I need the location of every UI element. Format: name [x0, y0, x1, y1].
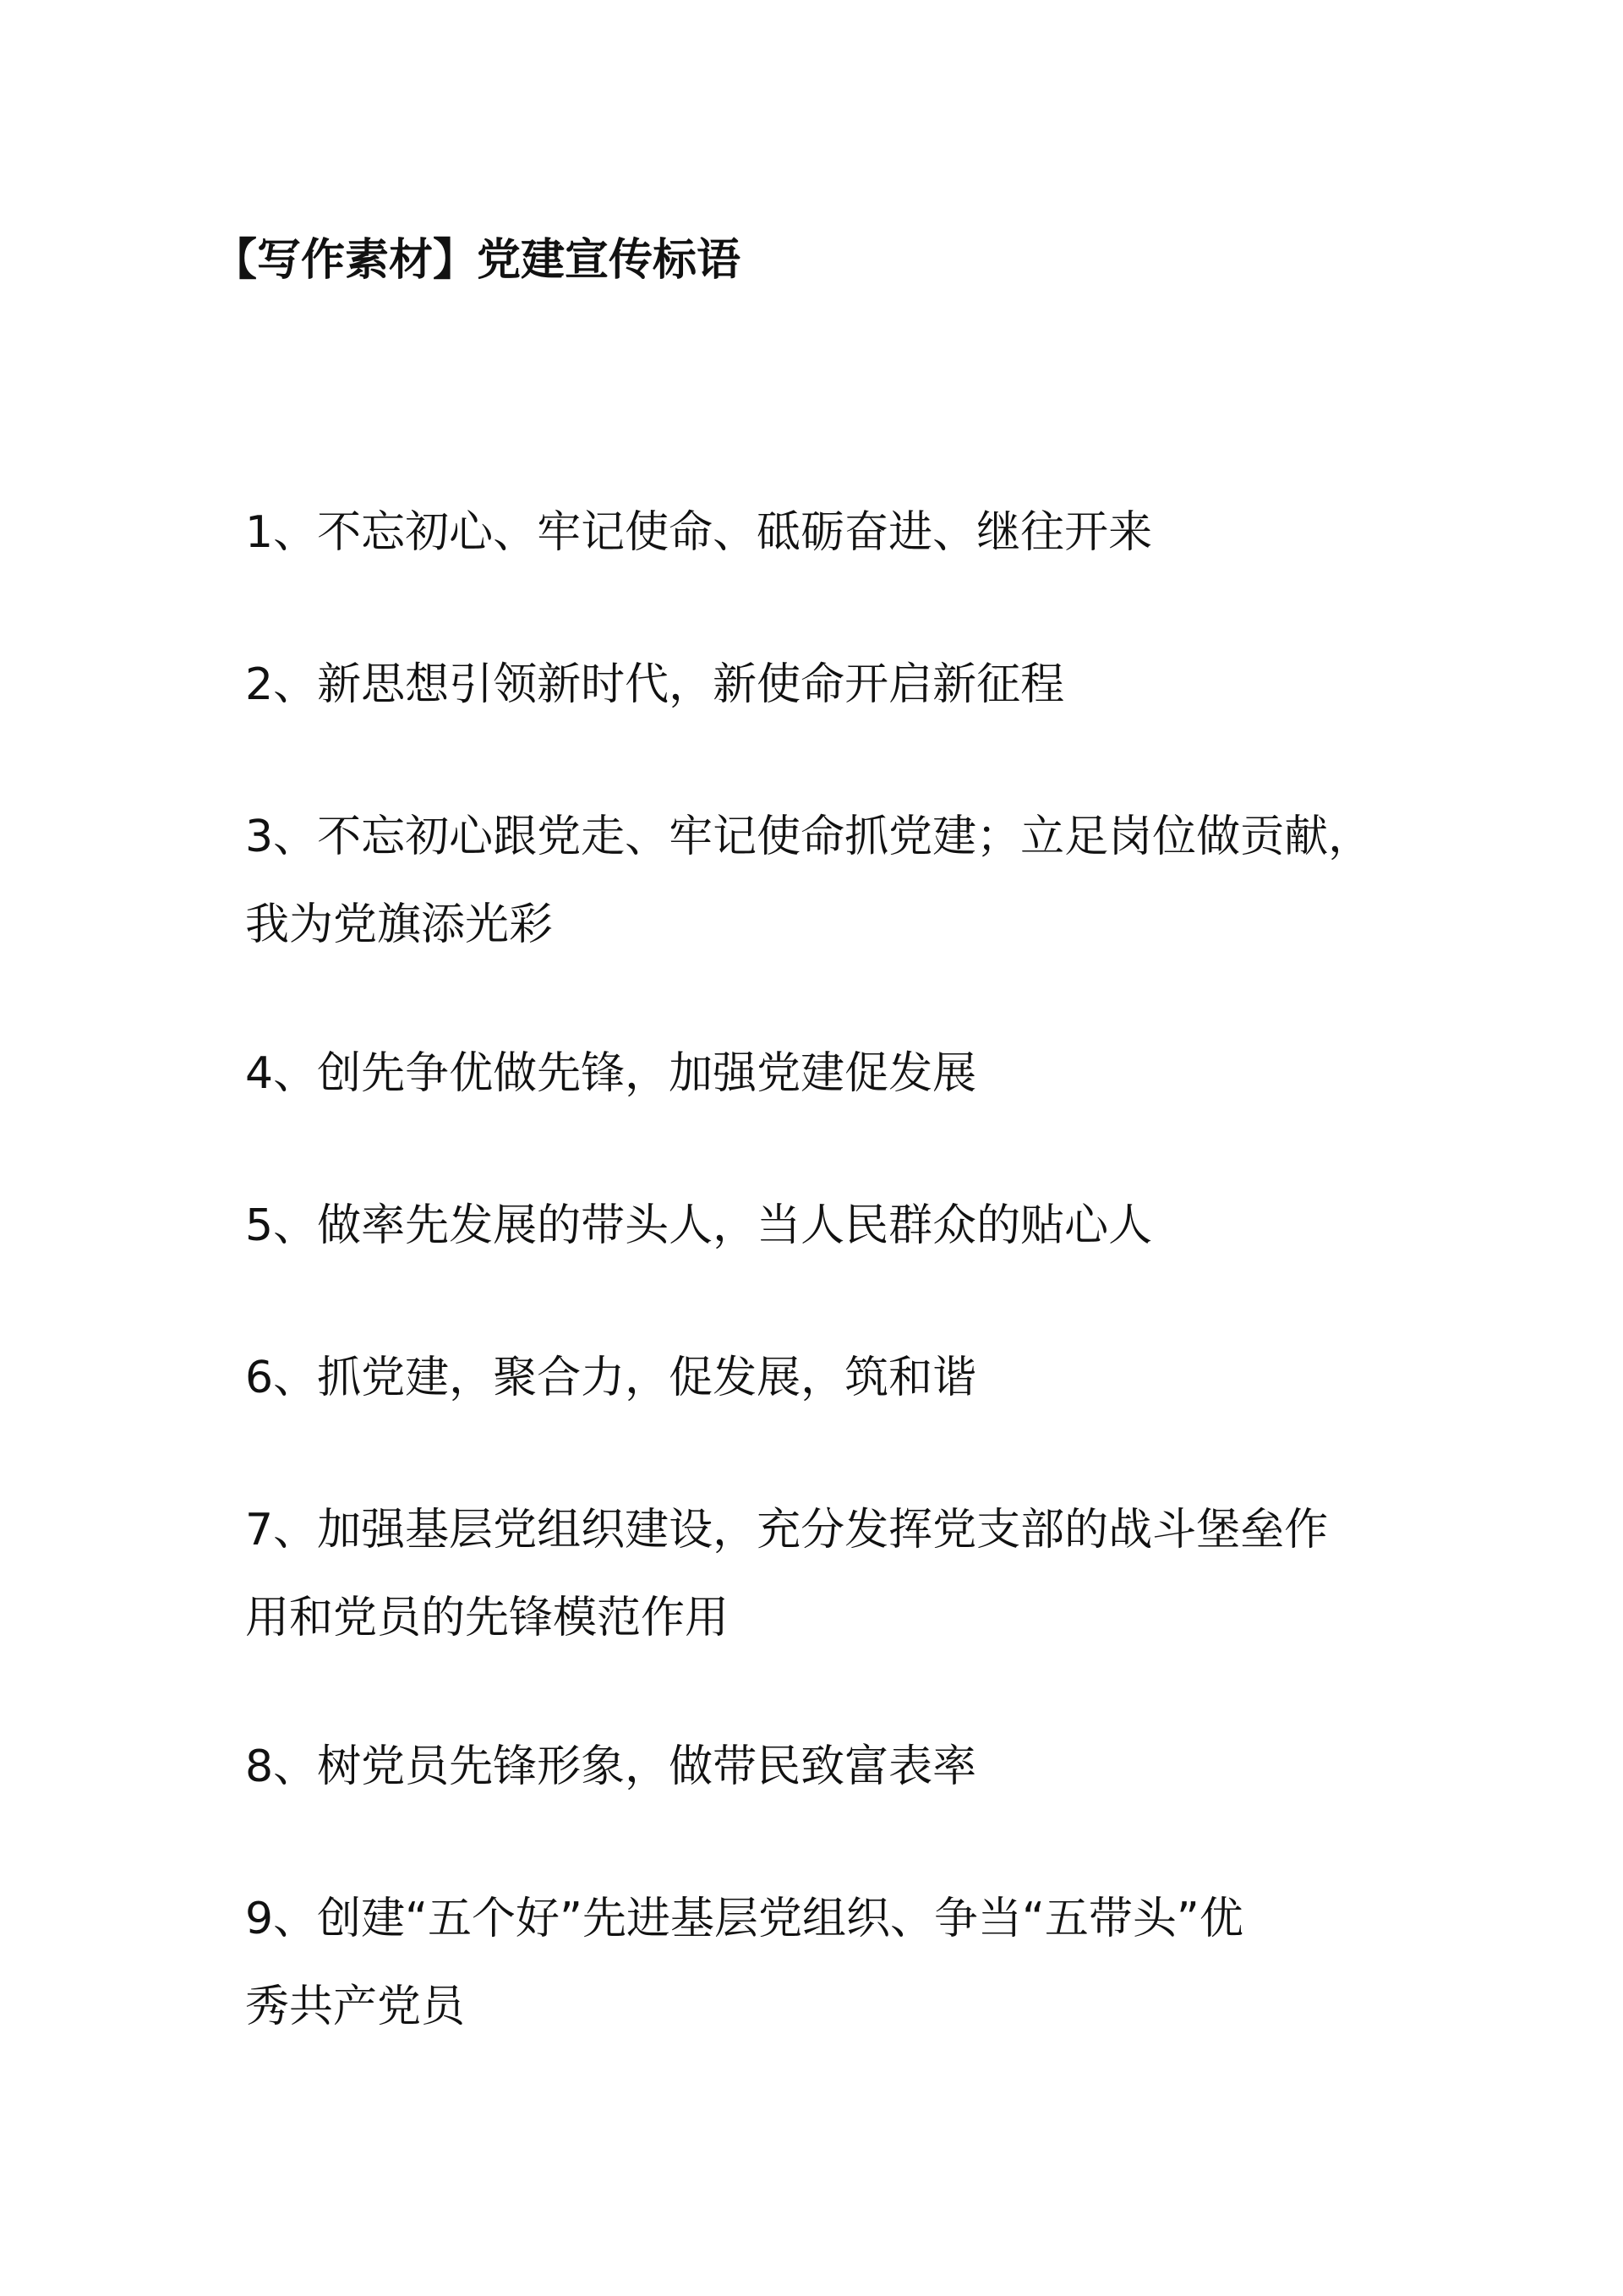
- slogan-line: 8、树党员先锋形象，做带民致富表率: [245, 1741, 977, 1792]
- slogan-item-1: [245, 489, 1429, 577]
- slogan-line: 2、新思想引领新时代，新使命开启新征程: [245, 659, 1065, 710]
- slogan-line: 9、创建“五个好”先进基层党组织、争当“五带头”优: [245, 1894, 1243, 1944]
- slogan-line: 我为党旗添光彩: [245, 899, 554, 950]
- slogan-item-5: [245, 1182, 1429, 1270]
- slogan-line: 秀共产党员: [245, 1982, 466, 2032]
- slogan-line: 1、不忘初心、牢记使命、砥砺奋进、继往开来: [245, 507, 1153, 558]
- slogan-item-6: [245, 1334, 1429, 1422]
- slogan-item-8: [245, 1723, 1429, 1811]
- slogan-line: 用和党员的先锋模范作用: [245, 1593, 730, 1643]
- slogan-item-2: [245, 641, 1429, 729]
- slogan-item-3: [245, 793, 1429, 969]
- slogan-item-4: [245, 1030, 1429, 1118]
- document-title: 【写作素材】党建宣传标语: [213, 235, 741, 286]
- slogan-line: 4、创先争优做先锋，加强党建促发展: [245, 1048, 977, 1099]
- slogan-item-9: [245, 1875, 1429, 2051]
- slogan-item-7: [245, 1486, 1429, 1662]
- slogan-line: 5、做率先发展的带头人，当人民群众的贴心人: [245, 1200, 1153, 1251]
- slogan-line: 3、不忘初心跟党走、牢记使命抓党建；立足岗位做贡献，: [245, 812, 1373, 862]
- slogan-line: 6、抓党建，聚合力，促发展，筑和谐: [245, 1353, 977, 1403]
- slogan-line: 7、加强基层党组织建设，充分发挥党支部的战斗堡垒作: [245, 1505, 1329, 1555]
